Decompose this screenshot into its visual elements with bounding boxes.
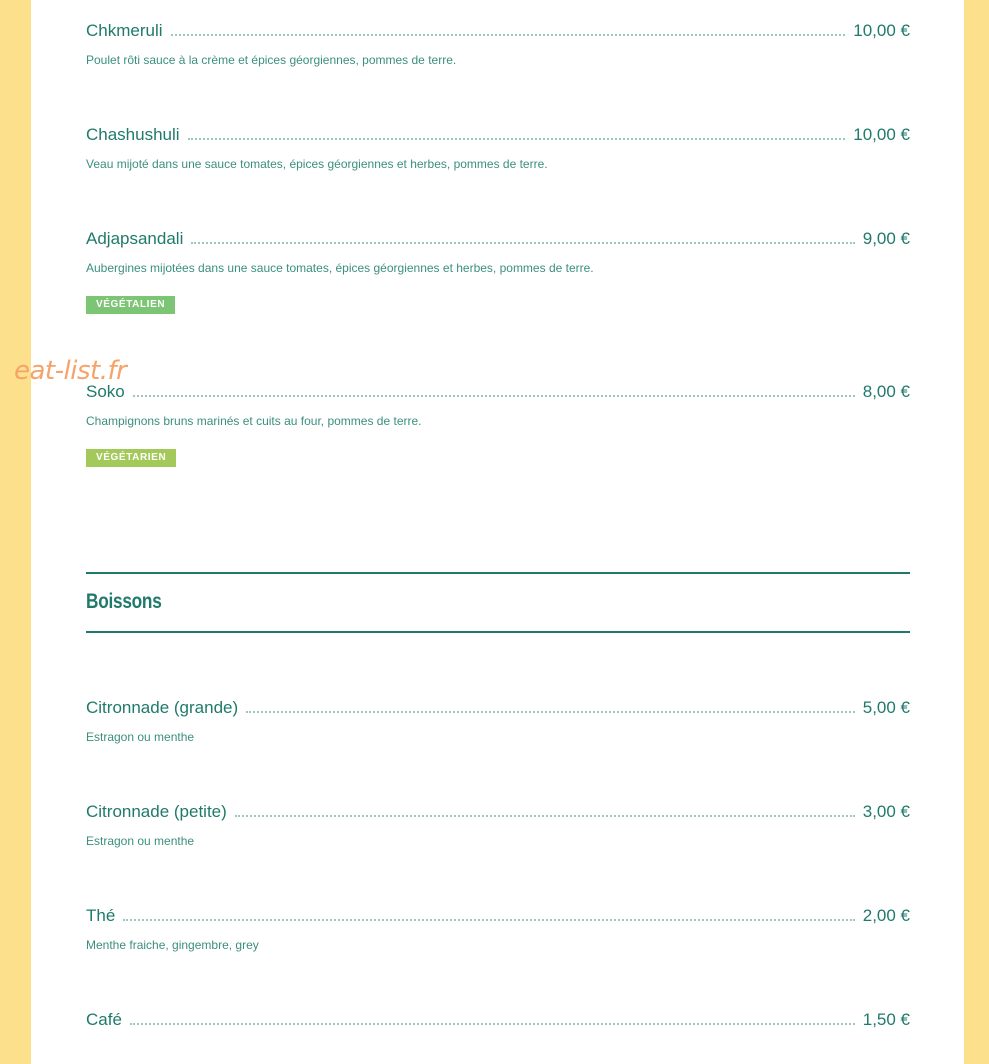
item-name: Soko bbox=[86, 382, 125, 401]
item-name: Thé bbox=[86, 906, 116, 925]
item-price: 9,00 € bbox=[862, 229, 910, 248]
section-divider-bottom bbox=[86, 631, 910, 633]
menu-item-citronnade-petite bbox=[86, 800, 910, 849]
item-description: Estragon ou menthe bbox=[86, 730, 195, 744]
dot-leader bbox=[191, 241, 854, 244]
menu-item-adjapsandali bbox=[86, 227, 910, 314]
item-price: 8,00 € bbox=[862, 382, 910, 401]
section-divider-top bbox=[86, 572, 910, 574]
item-price: 10,00 € bbox=[853, 125, 910, 144]
item-description: Champignons bruns marinés et cuits au four, pommes de terre. bbox=[86, 414, 422, 428]
item-description: Veau mijoté dans une sauce tomates, épices géorgiennes et herbes, pommes de terre. bbox=[86, 157, 548, 171]
item-price: 5,00 € bbox=[862, 698, 910, 717]
menu-page bbox=[31, 0, 964, 1064]
dot-leader bbox=[123, 918, 854, 921]
menu-item-the bbox=[86, 904, 910, 953]
menu-item-chkmeruli bbox=[86, 19, 910, 68]
dot-leader bbox=[246, 710, 855, 713]
menu-item-cafe bbox=[86, 1008, 910, 1032]
item-name: Citronnade (grande) bbox=[86, 698, 239, 717]
item-price: 1,50 € bbox=[862, 1010, 910, 1029]
menu-item-soko bbox=[86, 380, 910, 467]
item-name: Café bbox=[86, 1010, 122, 1029]
dot-leader bbox=[171, 33, 846, 36]
item-name: Citronnade (petite) bbox=[86, 802, 227, 821]
item-price: 2,00 € bbox=[862, 906, 910, 925]
dot-leader bbox=[130, 1022, 855, 1025]
item-description: Aubergines mijotées dans une sauce tomates, épices géorgiennes et herbes, pommes de terre. bbox=[86, 261, 594, 275]
section-title: Boissons bbox=[86, 590, 162, 613]
vegetarian-badge: VÉGÉTARIEN bbox=[86, 449, 176, 467]
item-price: 3,00 € bbox=[862, 802, 910, 821]
item-name: Adjapsandali bbox=[86, 229, 184, 248]
vegan-badge: VÉGÉTALIEN bbox=[86, 296, 175, 314]
dot-leader bbox=[133, 394, 855, 397]
item-name: Chkmeruli bbox=[86, 21, 163, 40]
dot-leader bbox=[188, 137, 846, 140]
item-name: Chashushuli bbox=[86, 125, 180, 144]
item-price: 10,00 € bbox=[853, 21, 910, 40]
dot-leader bbox=[235, 814, 855, 817]
item-description: Estragon ou menthe bbox=[86, 834, 195, 848]
menu-item-chashushuli bbox=[86, 123, 910, 172]
watermark-logo: eat-list.fr bbox=[14, 356, 127, 386]
menu-item-citronnade-grande bbox=[86, 696, 910, 745]
item-description: Menthe fraiche, gingembre, grey bbox=[86, 938, 259, 952]
item-description: Poulet rôti sauce à la crème et épices géorgiennes, pommes de terre. bbox=[86, 53, 457, 67]
